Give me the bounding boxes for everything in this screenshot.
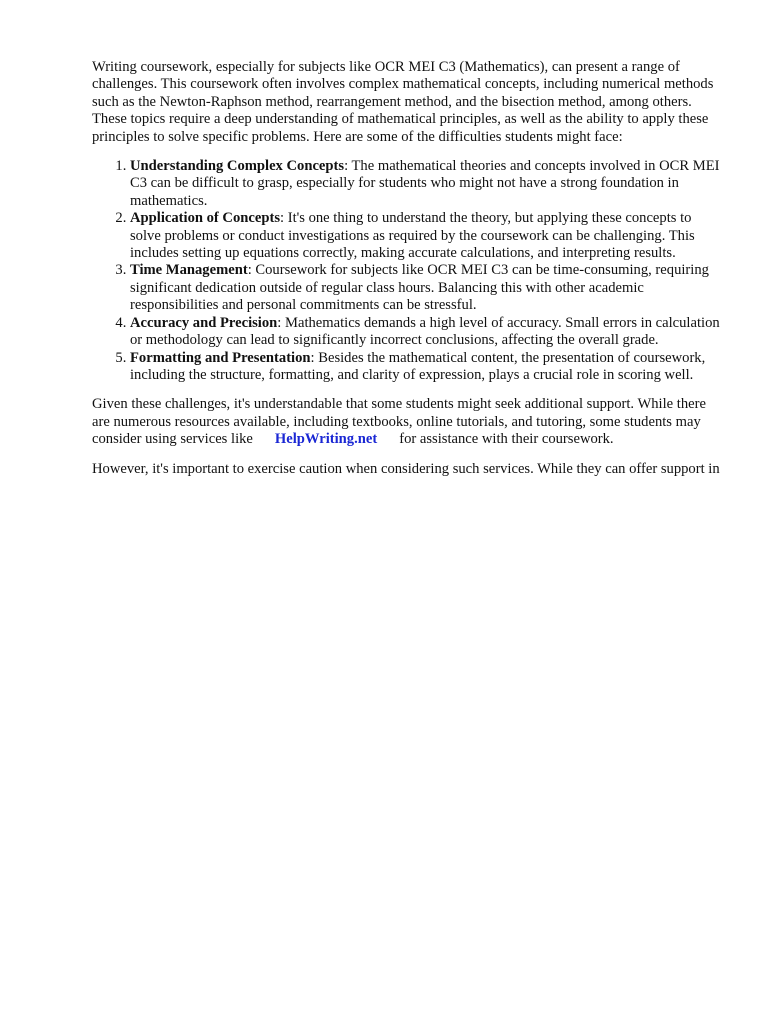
challenge-title: Formatting and Presentation [130,349,311,366]
caution-paragraph: However, it's important to exercise caution when considering such services. While they can offer support in [92,460,720,477]
challenge-text: : Mathematics demands a high level of accuracy. Small errors in calculation or methodology can lead to significantly incorrect conclusions, affecting the overall grade. [130,314,720,349]
document-page [92,59,722,478]
challenge-title: Application of Concepts [130,210,280,227]
challenges-list [92,158,722,384]
helpwriting-link[interactable]: HelpWriting.net [274,431,378,448]
challenge-title: Accuracy and Precision [130,314,278,331]
challenge-text: : Coursework for subjects like OCR MEI C3 can be time-consuming, requiring significant dedication outside of regular class hours. Balancing this with other academic responsibilities and personal commitments can be stressful. [130,262,709,314]
support-text-after: for assistance with their coursework. [399,431,614,448]
challenge-text: : The mathematical theories and concepts involved in OCR MEI C3 can be difficult to grasp, especially for students who might not have a strong foundation in mathematics. [130,158,720,209]
intro-paragraph: Writing coursework, especially for subjects like OCR MEI C3 (Mathematics), can present a range of challenges. This coursework often involves complex mathematical concepts, including numerical methods such as the Newton-Raphson method, rearrangement method, and the bisection method, among others. These topics require a deep understanding of mathematical principles, as well as the ability to apply these principles to solve specific problems. Here are some of the difficulties students might face: [92,59,714,145]
list-item [130,350,722,385]
list-item [130,315,722,350]
list-item [130,210,722,262]
challenge-text: : Besides the mathematical content, the presentation of coursework, including the structure, formatting, and clarity of expression, plays a crucial role in scoring well. [130,349,706,383]
support-paragraph [92,396,722,448]
challenge-text: : It's one thing to understand the theory, but applying these concepts to solve problems or conduct investigations as required by the coursework can be challenging. This includes setting up equations correctly, making accurate calculations, and interpreting results. [130,210,695,262]
support-text-before: Given these challenges, it's understandable that some students might seek additional support. While there are numerous resources available, including textbooks, online tutorials, and tutoring, some students may consider using services like [92,396,706,448]
challenge-title: Time Management [130,262,248,279]
list-item [130,262,722,314]
list-item [130,158,722,210]
challenge-title: Understanding Complex Concepts [130,158,345,175]
